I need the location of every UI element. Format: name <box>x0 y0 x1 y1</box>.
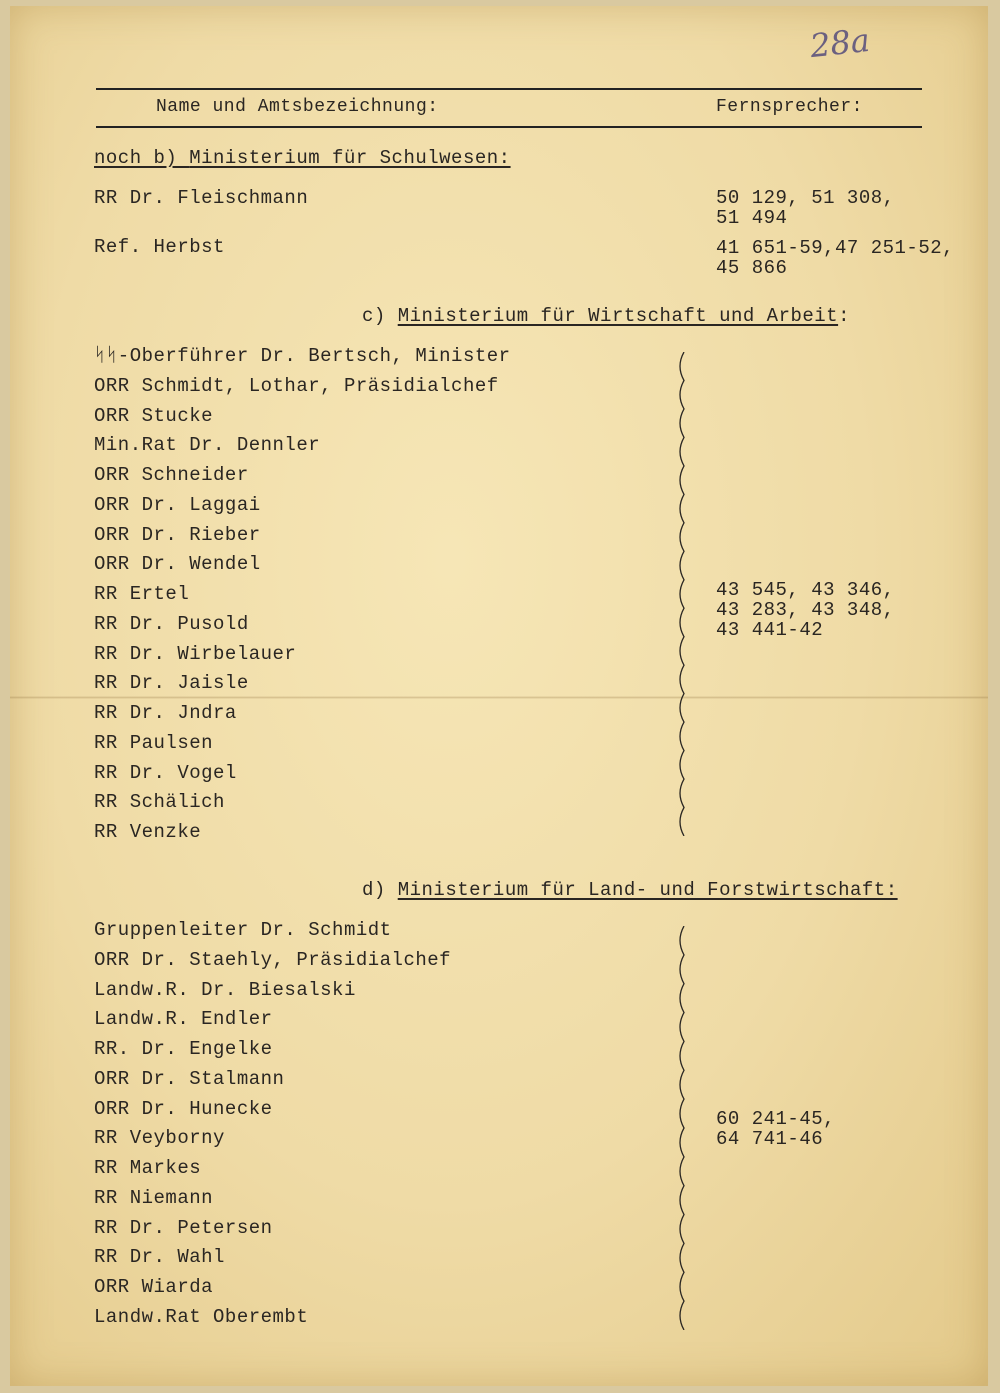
paper-fold <box>10 696 988 699</box>
phone-line: 45 866 <box>716 257 788 279</box>
list-item: Landw.R. Dr. Biesalski <box>94 978 356 1001</box>
section-b-entry-phone <box>716 188 895 228</box>
section-b-entry-name: Ref. Herbst <box>94 236 225 258</box>
section-d-brace <box>674 926 688 1330</box>
list-item: RR Dr. Vogel <box>94 761 237 784</box>
list-item: RR Veyborny <box>94 1127 225 1150</box>
phone-line: 43 441-42 <box>716 619 824 641</box>
list-item: Landw.Rat Oberembt <box>94 1305 309 1328</box>
section-c-prefix: c) <box>362 305 398 327</box>
phone-line: 60 241-45, <box>716 1108 836 1130</box>
section-c-heading <box>362 305 850 327</box>
phone-line: 41 651-59,47 251-52, <box>716 237 955 259</box>
list-item: Min.Rat Dr. Dennler <box>94 434 321 457</box>
section-c-title: Ministerium für Wirtschaft und Arbeit <box>397 305 839 327</box>
list-item: RR. Dr. Engelke <box>94 1038 273 1060</box>
column-header-phone: Fernsprecher: <box>716 97 863 117</box>
header-rule-top <box>96 88 922 90</box>
list-item: ORR Schneider <box>94 464 249 486</box>
list-item: RR Niemann <box>94 1186 214 1209</box>
list-item: ORR Wiarda <box>94 1276 214 1298</box>
phone-line: 64 741-46 <box>716 1128 824 1150</box>
document-page <box>10 6 988 1386</box>
phone-line: 50 129, 51 308, <box>716 187 895 209</box>
section-d-title: Ministerium für Land- und Forstwirtschaft: <box>397 879 898 901</box>
section-d-phones <box>716 1109 835 1149</box>
phone-line: 43 283, 43 348, <box>716 599 895 621</box>
list-item: ORR Stucke <box>94 404 214 427</box>
header-rule-bottom <box>96 126 922 128</box>
list-item: ORR Dr. Staehly, Präsidialchef <box>94 948 452 971</box>
list-item: ORR Dr. Laggai <box>94 493 261 516</box>
list-item: Landw.R. Endler <box>94 1008 273 1031</box>
column-header-name: Name und Amtsbezeichnung: <box>156 97 439 117</box>
section-b-entry-phone <box>716 238 954 278</box>
section-c-brace <box>674 352 688 836</box>
section-c-suffix: : <box>838 305 850 327</box>
brace-graphic <box>674 926 688 1330</box>
section-d-heading <box>362 879 898 901</box>
list-item: RR Ertel <box>94 583 190 605</box>
section-b-entry-name: RR Dr. Fleischmann <box>94 187 309 209</box>
list-item: ORR Dr. Hunecke <box>94 1097 273 1120</box>
list-item: Gruppenleiter Dr. Schmidt <box>94 919 392 941</box>
section-b-prefix: noch b) <box>94 147 190 169</box>
list-item: RR Dr. Pusold <box>94 612 249 635</box>
section-c-phones <box>716 580 895 640</box>
list-item: ORR Dr. Wendel <box>94 553 261 576</box>
list-item: RR Venzke <box>94 821 202 843</box>
phone-line: 51 494 <box>716 207 788 229</box>
list-item: ORR Dr. Stalmann <box>94 1067 285 1090</box>
list-item: RR Dr. Jaisle <box>94 672 249 695</box>
section-b-title: Ministerium für Schulwesen: <box>189 147 511 169</box>
brace-graphic <box>674 352 688 836</box>
list-item: RR Dr. Wirbelauer <box>94 642 297 665</box>
list-item: RR Paulsen <box>94 731 214 754</box>
list-item: RR Markes <box>94 1157 202 1179</box>
list-item: RR Dr. Petersen <box>94 1216 273 1239</box>
list-item: ORR Dr. Rieber <box>94 523 261 546</box>
list-item: RR Schälich <box>94 791 225 814</box>
section-d-prefix: d) <box>362 879 398 901</box>
list-item: ᛋᛋ-Oberführer Dr. Bertsch, Minister <box>94 345 511 367</box>
list-item: ORR Schmidt, Lothar, Präsidialchef <box>94 374 499 397</box>
phone-line: 43 545, 43 346, <box>716 579 895 601</box>
section-b-heading <box>94 147 511 169</box>
list-item: RR Dr. Jndra <box>94 702 237 724</box>
list-item: RR Dr. Wahl <box>94 1246 225 1269</box>
page-number: 28a <box>808 20 872 66</box>
